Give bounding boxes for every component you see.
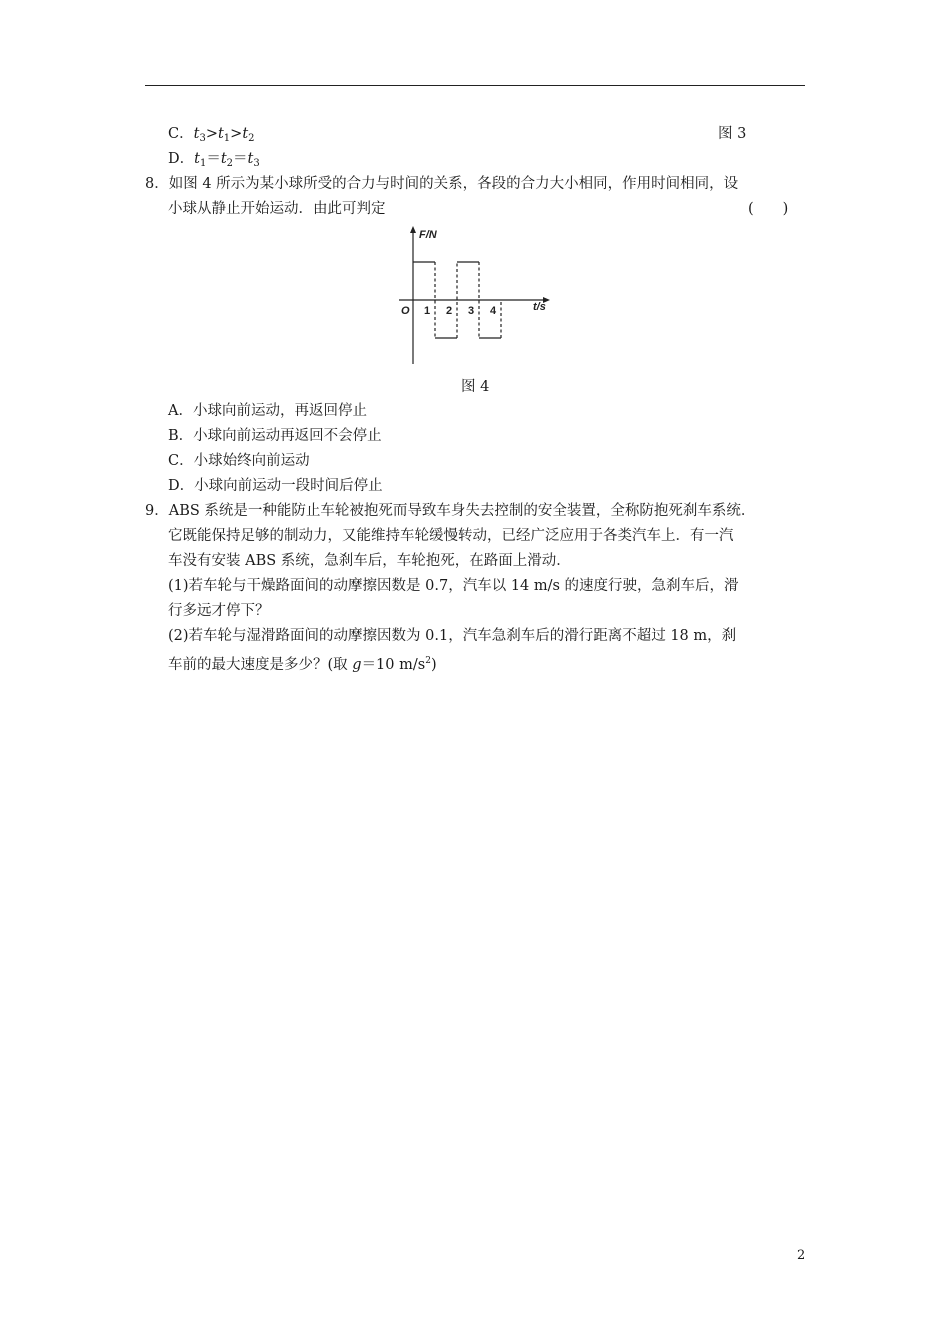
sub-2: 2 [248, 133, 255, 144]
var-t2: t [220, 151, 227, 167]
sub-1: 1 [223, 133, 231, 144]
q8-option-a: A．小球向前运动，再返回停止 [168, 403, 367, 419]
text-segment: 车前的最大速度是多少？(取 [168, 657, 353, 673]
x-tick-label: 1 [424, 305, 431, 317]
var-t2: t [242, 126, 249, 142]
q7-option-d [168, 149, 260, 174]
graph-labels [401, 229, 546, 317]
gt-sign: > [230, 126, 243, 142]
q8-option-d: D．小球向前运动一段时间后停止 [168, 478, 383, 494]
var-t3: t [193, 126, 200, 142]
x-tick-label: 3 [468, 305, 475, 317]
y-axis-label: F/N [419, 229, 437, 241]
eq-sign: ＝ [233, 151, 248, 167]
gt-sign: > [205, 126, 218, 142]
y-axis-arrow [410, 226, 416, 233]
header-rule [145, 85, 805, 86]
sub-2: 2 [226, 158, 234, 169]
q7-option-c [168, 124, 255, 149]
q9-part1-line2: 行多远才停下？ [168, 603, 270, 619]
origin-label: O [401, 305, 410, 317]
x-axis-label: t/s [533, 301, 546, 313]
option-prefix: C． [168, 126, 194, 142]
var-t1: t [217, 126, 224, 142]
option-prefix: D． [168, 151, 195, 167]
x-tick-label: 4 [490, 305, 497, 317]
text-segment: ) [430, 657, 437, 673]
q9-stem-line3: 车没有安装 ABS 系统，急刹车后，车轮抱死，在路面上滑动． [168, 553, 571, 569]
eq-sign: ＝ [206, 151, 221, 167]
superscript: 2 [425, 656, 431, 666]
var-t3: t [247, 151, 254, 167]
text-segment: ＝10 m/s [361, 657, 426, 673]
q9-part2-line1: (2)若车轮与湿滑路面间的动摩擦因数为 0.1，汽车急刹车后的滑行距离不超过 18 m，刹 [168, 628, 737, 644]
q9-stem-line1: 9．ABS 系统是一种能防止车轮被抱死而导致车身失去控制的安全装置，全称防抱死刹车系统． [145, 503, 756, 519]
q8-option-c: C．小球始终向前运动 [168, 453, 310, 469]
q8-option-b: B．小球向前运动再返回不会停止 [168, 428, 382, 444]
q9-stem-line2: 它既能保持足够的制动力，又能维持车轮缓慢转动，已经广泛应用于各类汽车上．有一汽 [168, 528, 734, 544]
sub-1: 1 [199, 158, 207, 169]
sub-3: 3 [253, 158, 260, 169]
graph-axes [399, 226, 550, 364]
var-g: g [352, 657, 362, 673]
x-tick-label: 2 [446, 305, 453, 317]
q8-stem-line2: 小球从静止开始运动．由此可判定 [168, 201, 386, 217]
page-number: 2 [797, 1248, 806, 1263]
q8-answer-bracket: ( ) [748, 201, 789, 217]
q8-stem-line1: 8．如图 4 所示为某小球所受的合力与时间的关系，各段的合力大小相同，作用时间相同，设 [145, 176, 739, 192]
q9-part1-line1: (1)若车轮与干燥路面间的动摩擦因数是 0.7，汽车以 14 m/s 的速度行驶，急刹车后，滑 [168, 578, 739, 594]
fig4-caption: 图 4 [461, 379, 490, 395]
var-t1: t [194, 151, 200, 167]
q9-part2-line2 [168, 651, 437, 675]
force-time-graph [395, 226, 555, 368]
fig3-caption: 图 3 [718, 126, 747, 142]
sub-3: 3 [199, 133, 206, 144]
